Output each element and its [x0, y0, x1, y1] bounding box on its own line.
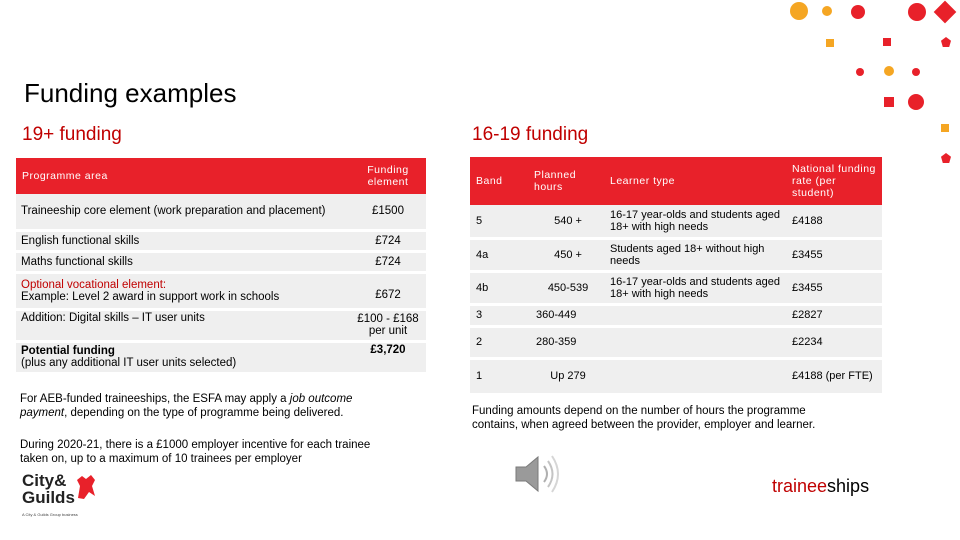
table-cell-learner: 16-17 year-olds and students aged 18+ with high needs — [606, 205, 786, 238]
table-cell-band: 5 — [470, 205, 530, 238]
table-cell-learner — [606, 358, 786, 394]
decor-dot — [856, 68, 864, 76]
table-cell-amount: £100 - £168 per unit — [350, 309, 426, 341]
table-cell-band: 3 — [470, 304, 530, 326]
table-cell-learner — [606, 326, 786, 358]
column-header: Band — [470, 157, 530, 205]
table-cell-band: 2 — [470, 326, 530, 358]
lion-icon — [74, 472, 98, 502]
table-cell-amount: £724 — [350, 230, 426, 251]
decor-dot — [790, 2, 808, 20]
logo-line-1: City& — [22, 471, 67, 490]
aeb-note-text: For AEB-funded traineeships, the ESFA may apply a — [20, 393, 290, 405]
decor-dot — [941, 153, 951, 163]
decor-dot — [912, 68, 920, 76]
table-cell-rate: £4188 — [786, 205, 882, 238]
table-cell-band: 4a — [470, 238, 530, 271]
column-header: Funding element — [350, 158, 426, 194]
table-row — [16, 272, 426, 309]
funding-table-16-19 — [470, 157, 882, 396]
table-cell-rate: £2234 — [786, 326, 882, 358]
table-row — [470, 326, 882, 358]
table-cell-band: 4b — [470, 271, 530, 304]
table-cell-hours: 280-359 — [530, 326, 606, 358]
table-cell-hours: 540 + — [530, 205, 606, 238]
table-cell-amount: £724 — [350, 251, 426, 272]
table-row — [470, 271, 882, 304]
potential-funding-note: (plus any additional IT user units selected) — [21, 357, 237, 369]
table-cell-hours: Up 279 — [530, 358, 606, 394]
table-cell-hours: 450-539 — [530, 271, 606, 304]
decor-dot — [941, 124, 949, 132]
decor-dot — [883, 38, 891, 46]
funding-table-19plus — [16, 158, 426, 375]
decor-dot — [826, 39, 834, 47]
optional-label: Optional vocational element: — [21, 278, 167, 291]
table-cell-band: 1 — [470, 358, 530, 394]
table-cell-area — [16, 341, 350, 373]
table-cell-area: English functional skills — [16, 230, 350, 251]
table-cell-amount: £3,720 — [350, 341, 426, 373]
table-row — [16, 309, 426, 341]
brand-part-1: trainee — [772, 476, 828, 496]
table-cell-learner: 16-17 year-olds and students aged 18+ with high needs — [606, 271, 786, 304]
table-row — [470, 358, 882, 394]
brand-part-2: ships — [827, 476, 870, 496]
table-row — [470, 205, 882, 238]
city-guilds-logo — [22, 472, 98, 520]
decor-dot — [908, 94, 924, 110]
table-cell-rate: £3455 — [786, 238, 882, 271]
table-cell-amount: £672 — [350, 272, 426, 309]
hours-note: Funding amounts depend on the number of hours the programme contains, when agreed between the provider, employer and learner. — [472, 405, 816, 431]
table-row — [16, 230, 426, 251]
table-cell-rate: £4188 (per FTE) — [786, 358, 882, 394]
section-title-16-19: 16-19 funding — [472, 124, 589, 145]
table-row — [470, 304, 882, 326]
table-row — [16, 251, 426, 272]
column-header: Programme area — [16, 158, 350, 194]
table-row — [470, 238, 882, 271]
traineeships-brand — [772, 476, 869, 497]
column-header: Planned hours — [530, 157, 606, 205]
aeb-note — [20, 392, 400, 420]
table-cell-area: Maths functional skills — [16, 251, 350, 272]
decor-dot — [884, 97, 894, 107]
table-cell-area: Traineeship core element (work preparation and placement) — [16, 194, 350, 230]
table-cell-hours: 360-449 — [530, 304, 606, 326]
page-title: Funding examples — [24, 78, 237, 108]
potential-funding-label: Potential funding — [21, 345, 115, 357]
logo-line-2: Guilds — [22, 488, 75, 507]
aeb-note-text: , depending on the type of programme being delivered. — [64, 407, 344, 419]
incentive-note: During 2020-21, there is a £1000 employer incentive for each trainee taken on, up to a maximum of 10 trainees per employer — [20, 439, 371, 465]
aeb-note-italic: job outcome payment — [20, 393, 353, 419]
table-cell-amount: £1500 — [350, 194, 426, 230]
table-header-row — [16, 158, 426, 194]
optional-example: Example: Level 2 award in support work in schools — [21, 290, 280, 303]
logo-tagline: A City & Guilds Group business — [22, 512, 78, 517]
table-row — [16, 194, 426, 230]
decor-dot — [851, 5, 865, 19]
decor-dot — [884, 66, 894, 76]
table-cell-rate: £3455 — [786, 271, 882, 304]
speaker-icon[interactable] — [512, 452, 564, 496]
table-cell-area — [16, 272, 350, 309]
table-header-row — [470, 157, 882, 205]
decor-dot — [822, 6, 832, 16]
decor-dot — [941, 37, 951, 47]
table-cell-hours: 450 + — [530, 238, 606, 271]
section-title-19plus: 19+ funding — [22, 124, 122, 145]
decor-dot — [908, 3, 926, 21]
table-row — [16, 341, 426, 373]
column-header: Learner type — [606, 157, 786, 205]
column-header: National funding rate (per student) — [786, 157, 882, 205]
table-cell-area: Addition: Digital skills – IT user units — [16, 309, 350, 341]
decor-dot — [934, 1, 957, 24]
table-cell-learner — [606, 304, 786, 326]
table-cell-rate: £2827 — [786, 304, 882, 326]
table-cell-learner: Students aged 18+ without high needs — [606, 238, 786, 271]
